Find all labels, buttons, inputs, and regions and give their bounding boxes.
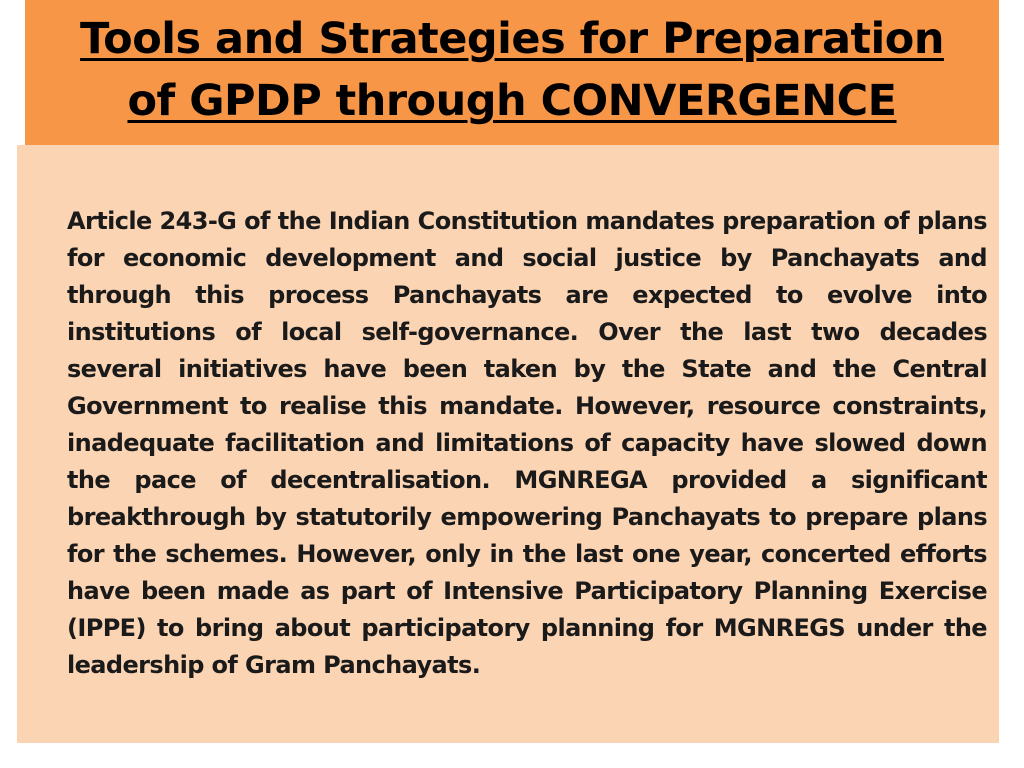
body-paragraph: Article 243-G of the Indian Constitution mandates preparation of plans for economic development and social justice by Panchayats and through this process Panchayats are expected to evolve into institutions of local self-governance. Over the last two decades several initiatives have been taken by the State and the Central Government to realise this mandate. However, resource constraints, inadequate facilitation and limitations of capacity have slowed down the pace of decentralisation. MGNREGA provided a significant breakthrough by statutorily empowering Panchayats to prepare plans for the schemes. However, only in the last one year, concerted efforts have been made as part of Intensive Participatory Planning Exercise (IPPE) to bring about participatory planning for MGNREGS under the leadership of Gram Panchayats.: [67, 207, 987, 679]
slide-title-line-2: of GPDP through CONVERGENCE: [127, 76, 897, 126]
slide-title-line-1: Tools and Strategies for Preparation: [80, 14, 944, 64]
slide-title: [25, 8, 999, 132]
